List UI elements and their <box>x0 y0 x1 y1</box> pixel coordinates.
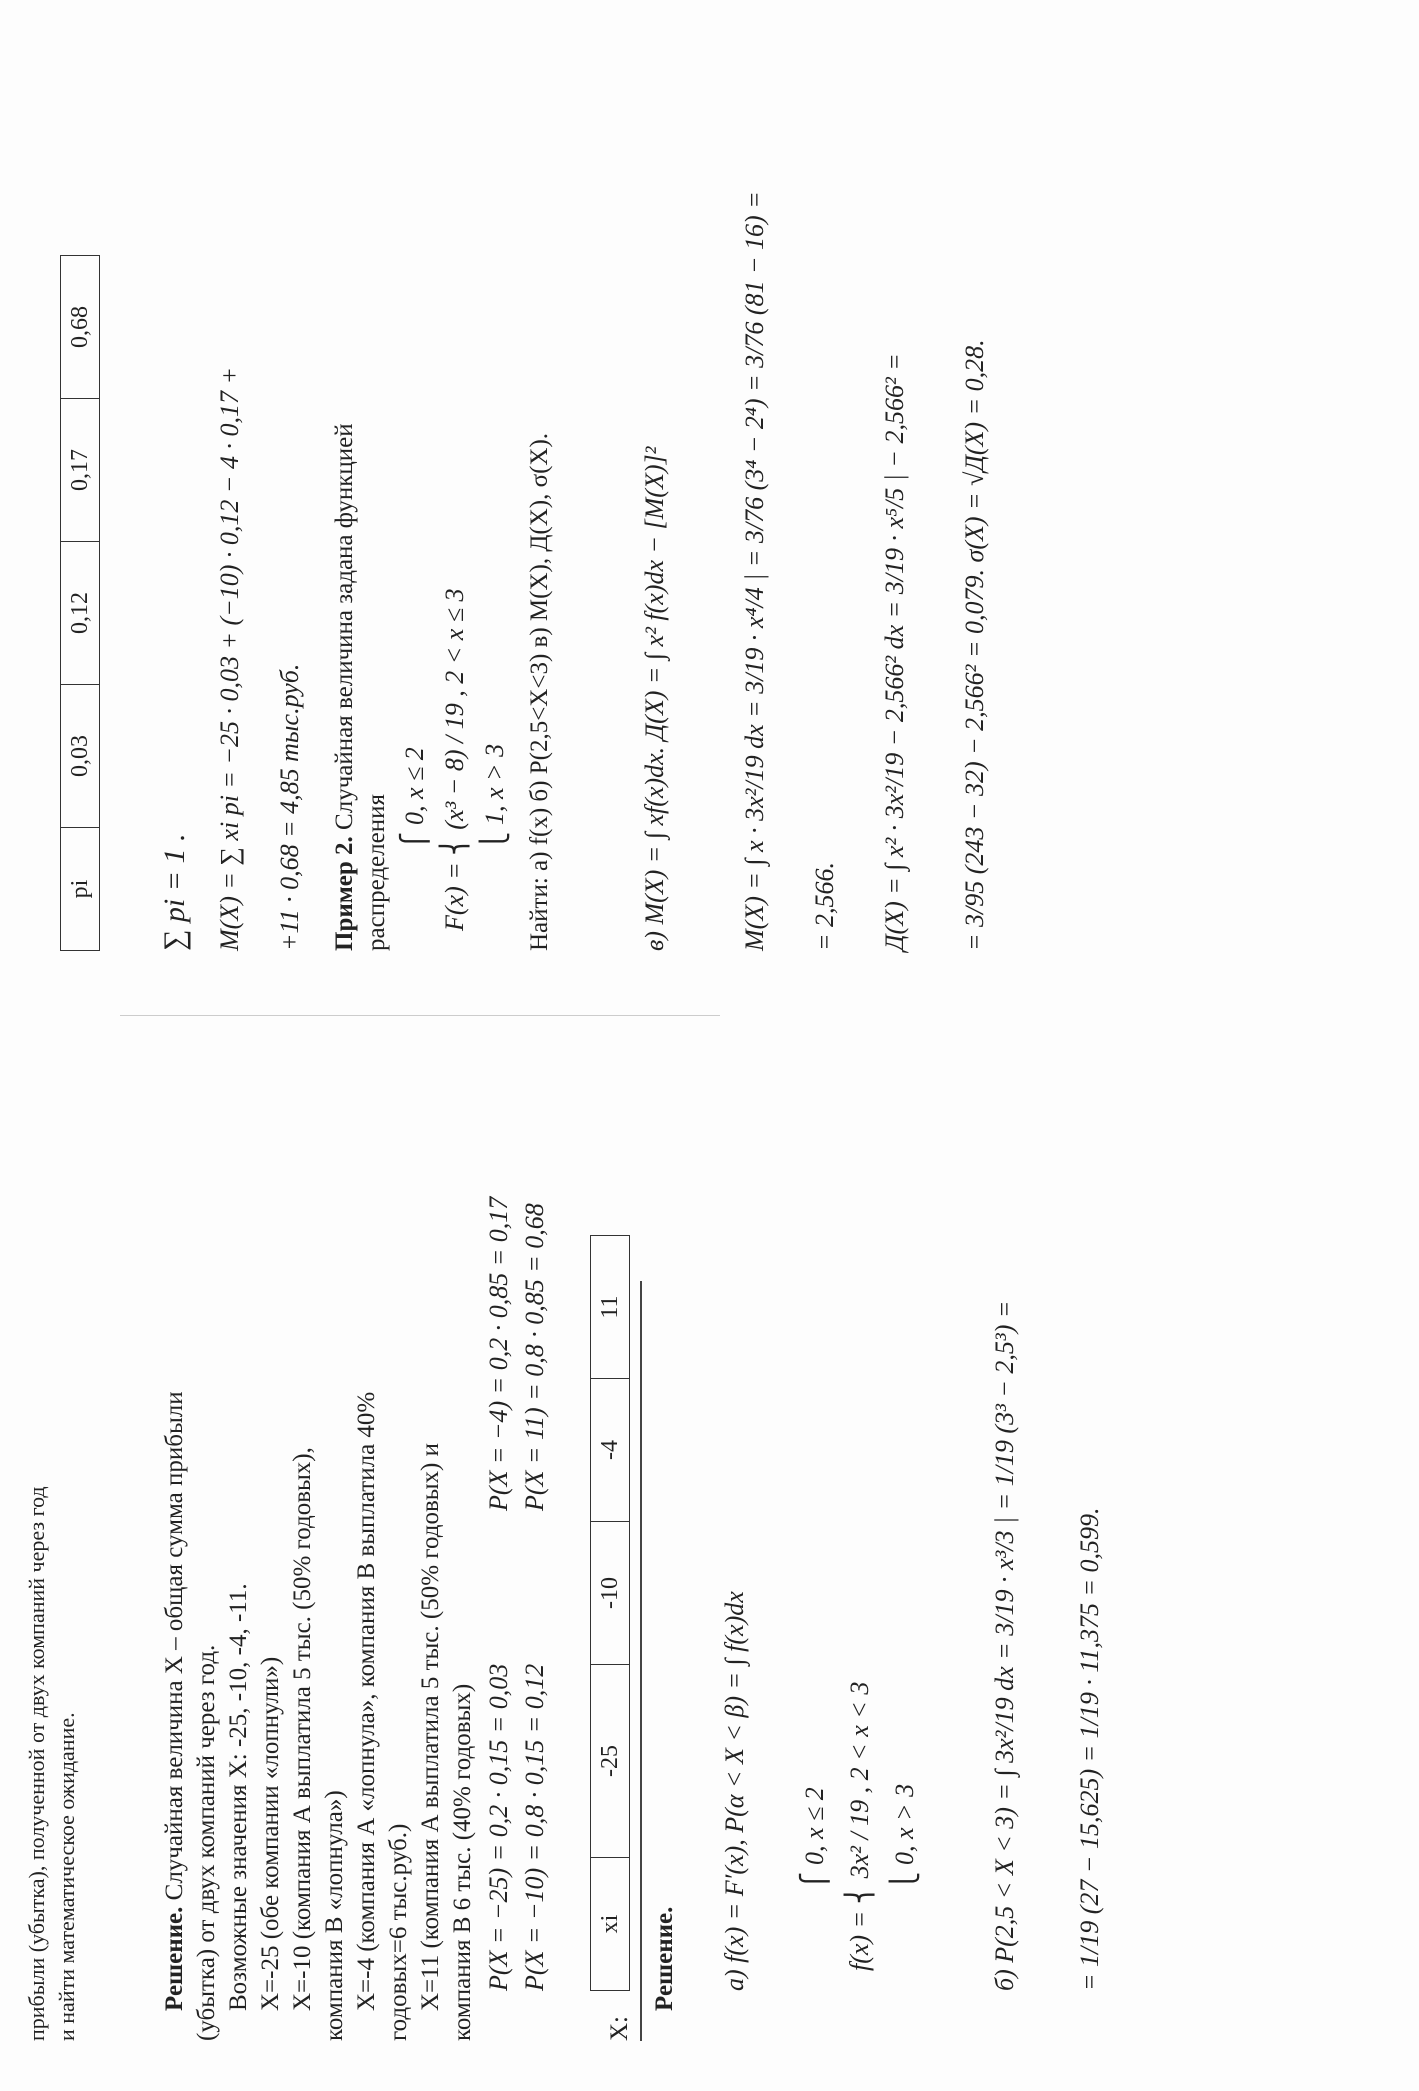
solution-line: (убытка) от двух компаний через год. <box>193 1644 220 2041</box>
solution-line: годовых=6 тыс.руб.) <box>385 1823 412 2041</box>
distribution-line: ⎧ 0, x ≤ 2 <box>400 747 429 851</box>
math-line: = 1/19 (27 − 15,625) = 1/19 · 11,375 = 0,599. <box>1075 1507 1104 1991</box>
table-label: X: <box>606 2016 633 2041</box>
intro-line-1: прибыли (убытка), полученной от двух компаний через год <box>24 1486 49 2041</box>
sum-equation: ∑ pi = 1 . <box>158 833 191 951</box>
table-cell: -25 <box>591 1665 630 1858</box>
table-header-cell: xi <box>591 1858 630 1991</box>
solution-line: X=11 (компания А выплатила 5 тыс. (50% годовых) и <box>417 1443 444 2011</box>
example-text: Случайная величина задана функцией <box>331 423 358 830</box>
math-line: а) f(x) = F′(x), P(α < X < β) = ∫ f(x)dx <box>720 1591 749 1991</box>
table-cell: -4 <box>591 1379 630 1522</box>
solution-heading-2: Решение. <box>651 1906 678 2011</box>
result-line: Д(X) = ∫ x² · 3x²/19 − 2,566² dx = 3/19 · x⁵/5 | − 2,566² = <box>880 353 909 951</box>
solution-line: Случайная величина X – общая сумма прибыли <box>161 1391 188 1901</box>
solution-paragraph-1 <box>160 1391 190 2011</box>
solution-line: Возможные значения X: -25, -10, -4, -11. <box>225 1583 252 2011</box>
example-text: распределения <box>363 794 390 951</box>
probabilities-table <box>60 255 100 951</box>
result-line: = 3/95 (243 − 32) − 2,566² = 0,079. σ(X) = √Д(X) = 0,28. <box>960 339 989 951</box>
table-cell: 0,12 <box>61 542 100 685</box>
result-line: = 2,566. <box>810 861 839 951</box>
solution-line: компания В «лопнула») <box>321 1790 348 2041</box>
task-line: Найти: а) f(x) б) P(2,5<X<3) в) M(X), Д(X), σ(X). <box>526 432 553 951</box>
expectation-line: M(X) = ∑ xi pi = −25 · 0,03 + (−10) · 0,12 − 4 · 0,17 + <box>215 366 244 951</box>
result-line: M(X) = ∫ x · 3x²/19 dx = 3/19 · x⁴/4 | = 3/76 (3⁴ − 2⁴) = 3/76 (81 − 16) = <box>740 191 769 951</box>
result-line: в) M(X) = ∫ xf(x)dx. Д(X) = ∫ x² f(x)dx − [M(X)]² <box>640 446 669 951</box>
math-line: f(x) = ⎨ 3x² / 19 , 2 < x < 3 <box>845 1681 874 1971</box>
probability-formula: P(X = −10) = 0,8 · 0,15 = 0,12 <box>520 1663 549 1991</box>
distribution-line: ⎩ 1, x > 3 <box>480 743 509 851</box>
table-cell: -10 <box>591 1522 630 1665</box>
page-fold <box>120 1015 720 1016</box>
table-cell: 0,68 <box>61 256 100 399</box>
example-heading-line <box>330 423 360 951</box>
math-line: ⎩ 0, x > 3 <box>890 1783 919 1891</box>
expectation-line: +11 · 0,68 = 4,85 тыс.руб. <box>275 663 304 951</box>
solution-line: X=-10 (компания А выплатила 5 тыс. (50% годовых), <box>289 1447 316 2011</box>
left-column <box>0 1051 1419 2051</box>
math-line: б) P(2,5 < X < 3) = ∫ 3x²/19 dx = 3/19 · x³/3 | = 1/19 (3³ − 2,5³) = <box>990 1300 1019 1991</box>
table-cell: 11 <box>591 1236 630 1379</box>
solution-line: X=-4 (компания А «лопнула», компания В выплатила 40% <box>353 1391 380 2011</box>
solution-line: X=-25 (обе компании «лопнули») <box>257 1656 284 2011</box>
values-table <box>590 1235 630 1991</box>
intro-line-2: и найти математическое ожидание. <box>54 1712 79 2041</box>
divider-line <box>640 1281 642 2041</box>
solution-line: компания В 6 тыс. (40% годовых) <box>449 1683 476 2041</box>
table-cell: 0,17 <box>61 399 100 542</box>
solution-heading: Решение. <box>161 1906 188 2011</box>
probability-formula: P(X = 11) = 0,8 · 0,85 = 0,68 <box>520 1203 549 1511</box>
table-header-cell: pi <box>61 828 100 951</box>
right-column <box>0 31 1419 991</box>
example-heading: Пример 2. <box>331 836 358 951</box>
probability-formula: P(X = −25) = 0,2 · 0,15 = 0,03 <box>484 1663 513 1991</box>
probability-formula: P(X = −4) = 0,2 · 0,85 = 0,17 <box>484 1196 513 1511</box>
table-cell: 0,03 <box>61 685 100 828</box>
distribution-line: F(x) = ⎨ (x³ − 8) / 19 , 2 < x ≤ 3 <box>440 588 469 931</box>
math-line: ⎧ 0, x ≤ 2 <box>800 1787 829 1891</box>
